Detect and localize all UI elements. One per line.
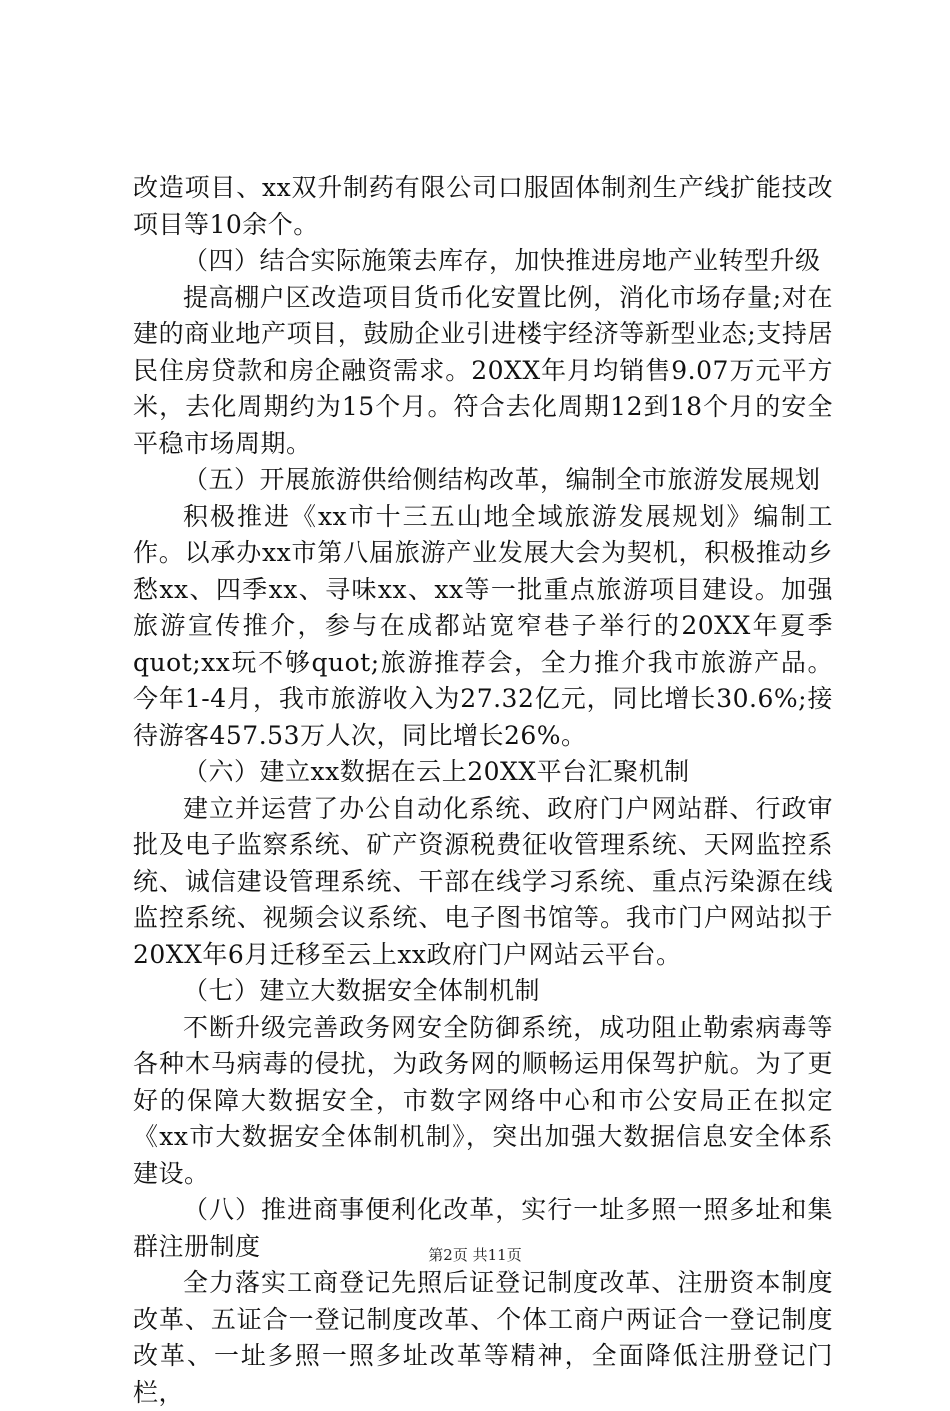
section-heading-6: （六）建立xx数据在云上20XX平台汇聚机制 bbox=[183, 757, 690, 786]
section-body-6: 建立并运营了办公自动化系统、政府门户网站群、行政审批及电子监察系统、矿产资源税费征收管理系统、天网监控系统、诚信建设管理系统、干部在线学习系统、重点污染源在线监控系统、视频会议系统、电子图书馆等。我市门户网站拟于20XX年6月迁移至云上xx政府门户网站云平台。 bbox=[133, 793, 833, 969]
section-heading-8: （八）推进商事便利化改革，实行一址多照一照多址和集群注册制度 bbox=[133, 1195, 833, 1261]
section-body-7: 不断升级完善政务网安全防御系统，成功阻止勒索病毒等各种木马病毒的侵扰，为政务网的顺畅运用保驾护航。为了更好的保障大数据安全，市数字网络中心和市公安局正在拟定《xx市大数据安全体制机制》，突出加强大数据信息安全体系建设。 bbox=[133, 1012, 833, 1188]
section-heading-4: （四）结合实际施策去库存，加快推进房地产业转型升级 bbox=[183, 246, 821, 275]
section-body-5: 积极推进《xx市十三五山地全域旅游发展规划》编制工作。以承办xx市第八届旅游产业发展大会为契机，积极推动乡愁xx、四季xx、寻味xx、xx等一批重点旅游项目建设。加强旅游宣传推介，参与在成都站宽窄巷子举行的20XX年夏季quot;xx玩不够quot;旅游推荐会，全力推介我市旅游产品。今年1-4月，我市旅游收入为27.32亿元，同比增长30.6%;接待游客457.53万人次，同比增长26%。 bbox=[133, 501, 833, 750]
section-heading-7: （七）建立大数据安全体制机制 bbox=[183, 976, 541, 1005]
page-number-footer: 第2页 共11页 bbox=[428, 1246, 522, 1264]
paragraph-continuation: 改造项目、xx双升制药有限公司口服固体制剂生产线扩能技改项目等10余个。 bbox=[133, 173, 833, 239]
section-body-4: 提高棚户区改造项目货币化安置比例，消化市场存量;对在建的商业地产项目，鼓励企业引进楼宇经济等新型业态;支持居民住房贷款和房企融资需求。20XX年月均销售9.07万元平方米，去化周期约为15个月。符合去化周期12到18个月的安全平稳市场周期。 bbox=[133, 282, 833, 458]
section-heading-5: （五）开展旅游供给侧结构改革，编制全市旅游发展规划 bbox=[183, 465, 821, 494]
document-body bbox=[133, 170, 833, 1411]
section-body-8: 全力落实工商登记先照后证登记制度改革、注册资本制度改革、五证合一登记制度改革、个体工商户两证合一登记制度改革、一址多照一照多址改革等精神，全面降低注册登记门栏， bbox=[133, 1268, 833, 1407]
